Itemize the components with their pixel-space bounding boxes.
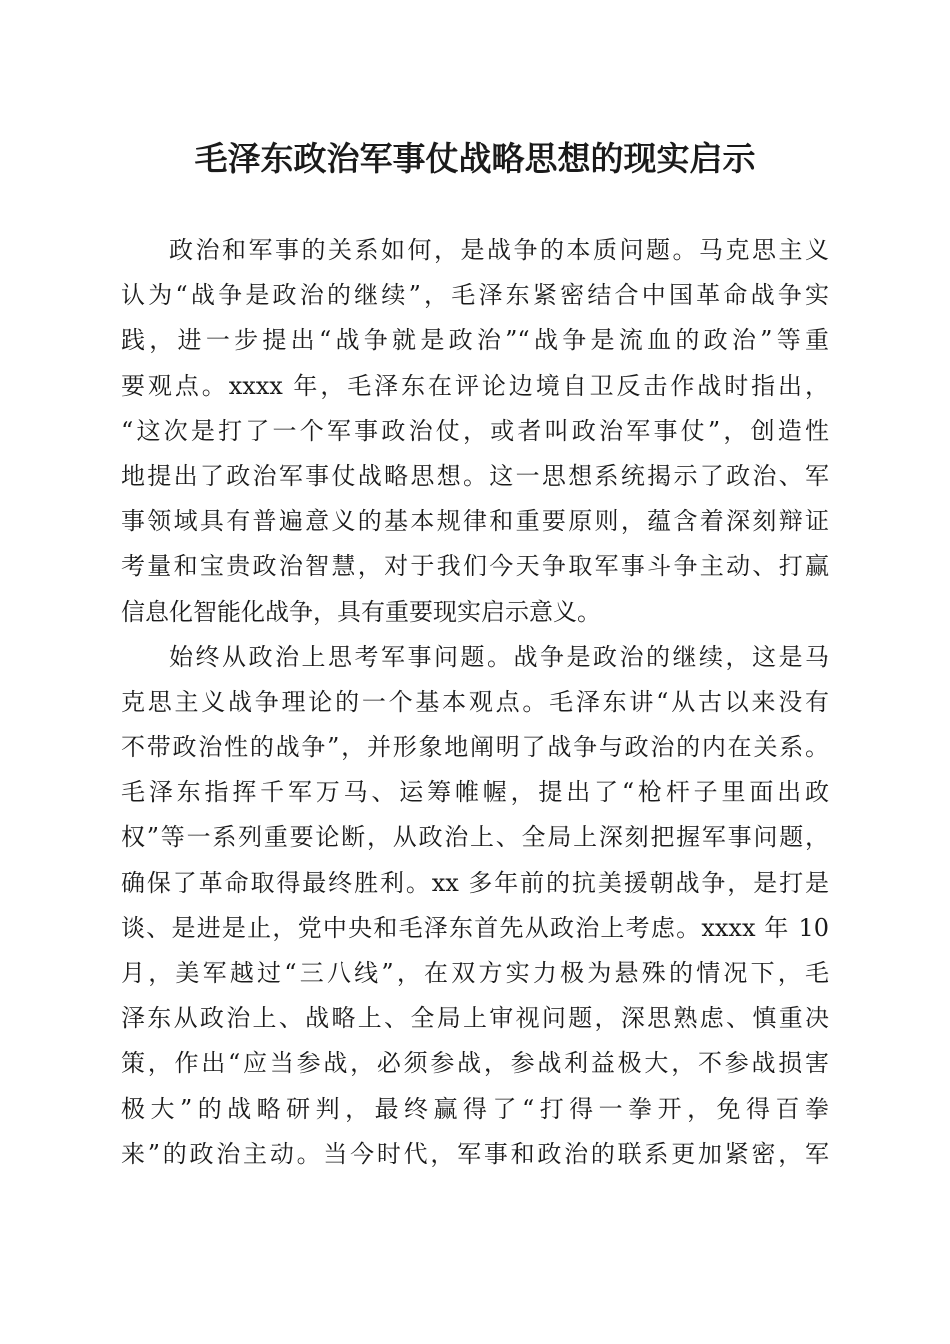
paragraph-2-line-11: 极大”的战略研判，最终赢得了“打得一拳开，免得百拳 bbox=[121, 1094, 829, 1123]
paragraph-1-line-7: 事领域具有普遍意义的基本规律和重要原则，蕴含着深刻辩证 bbox=[121, 507, 829, 536]
paragraph-1-line-3: 践，进一步提出“战争就是政治”“战争是流血的政治”等重 bbox=[121, 326, 829, 355]
document-title: 毛泽东政治军事仗战略思想的现实启示 bbox=[194, 139, 756, 178]
paragraph-2-line-1: 始终从政治上思考军事问题。战争是政治的继续，这是马 bbox=[169, 642, 829, 671]
paragraph-1-line-2: 认为“战争是政治的继续”，毛泽东紧密结合中国革命战争实 bbox=[121, 281, 829, 310]
paragraph-2-line-9: 泽东从政治上、战略上、全局上审视问题，深思熟虑、慎重决 bbox=[121, 1004, 829, 1033]
paragraph-1-line-1: 政治和军事的关系如何，是战争的本质问题。马克思主义 bbox=[169, 236, 829, 264]
paragraph-2-line-8: 月，美军越过“三八线”，在双方实力极为悬殊的情况下，毛 bbox=[121, 959, 829, 987]
paragraph-2-line-7: 谈、是进是止，党中央和毛泽东首先从政治上考虑。xxxx 年 10 bbox=[121, 913, 829, 942]
paragraph-2-line-6: 确保了革命取得最终胜利。xx 多年前的抗美援朝战争，是打是 bbox=[121, 868, 829, 897]
paragraph-1-line-9: 信息化智能化战争，具有重要现实启示意义。 bbox=[121, 597, 601, 626]
paragraph-2-line-3: 不带政治性的战争”，并形象地阐明了战争与政治的内在关系。 bbox=[121, 733, 829, 762]
paragraph-1-line-8: 考量和宝贵政治智慧，对于我们今天争取军事斗争主动、打赢 bbox=[121, 552, 829, 581]
paragraph-2-line-10: 策，作出“应当参战，必须参战，参战利益极大，不参战损害 bbox=[121, 1049, 829, 1078]
paragraph-1-line-4: 要观点。xxxx 年，毛泽东在评论边境自卫反击作战时指出， bbox=[121, 371, 829, 400]
paragraph-2-line-12: 来”的政治主动。当今时代，军事和政治的联系更加紧密，军 bbox=[121, 1139, 829, 1168]
paragraph-1-line-6: 地提出了政治军事仗战略思想。这一思想系统揭示了政治、军 bbox=[121, 461, 829, 490]
paragraph-2-line-4: 毛泽东指挥千军万马、运筹帷幄，提出了“枪杆子里面出政 bbox=[121, 778, 829, 807]
paragraph-2-line-5: 权”等一系列重要论断，从政治上、全局上深刻把握军事问题， bbox=[121, 823, 829, 852]
paragraph-1-line-5: “这次是打了一个军事政治仗，或者叫政治军事仗”，创造性 bbox=[121, 416, 829, 445]
document-body bbox=[121, 232, 829, 1181]
paragraph-2-line-2: 克思主义战争理论的一个基本观点。毛泽东讲“从古以来没有 bbox=[121, 687, 829, 716]
